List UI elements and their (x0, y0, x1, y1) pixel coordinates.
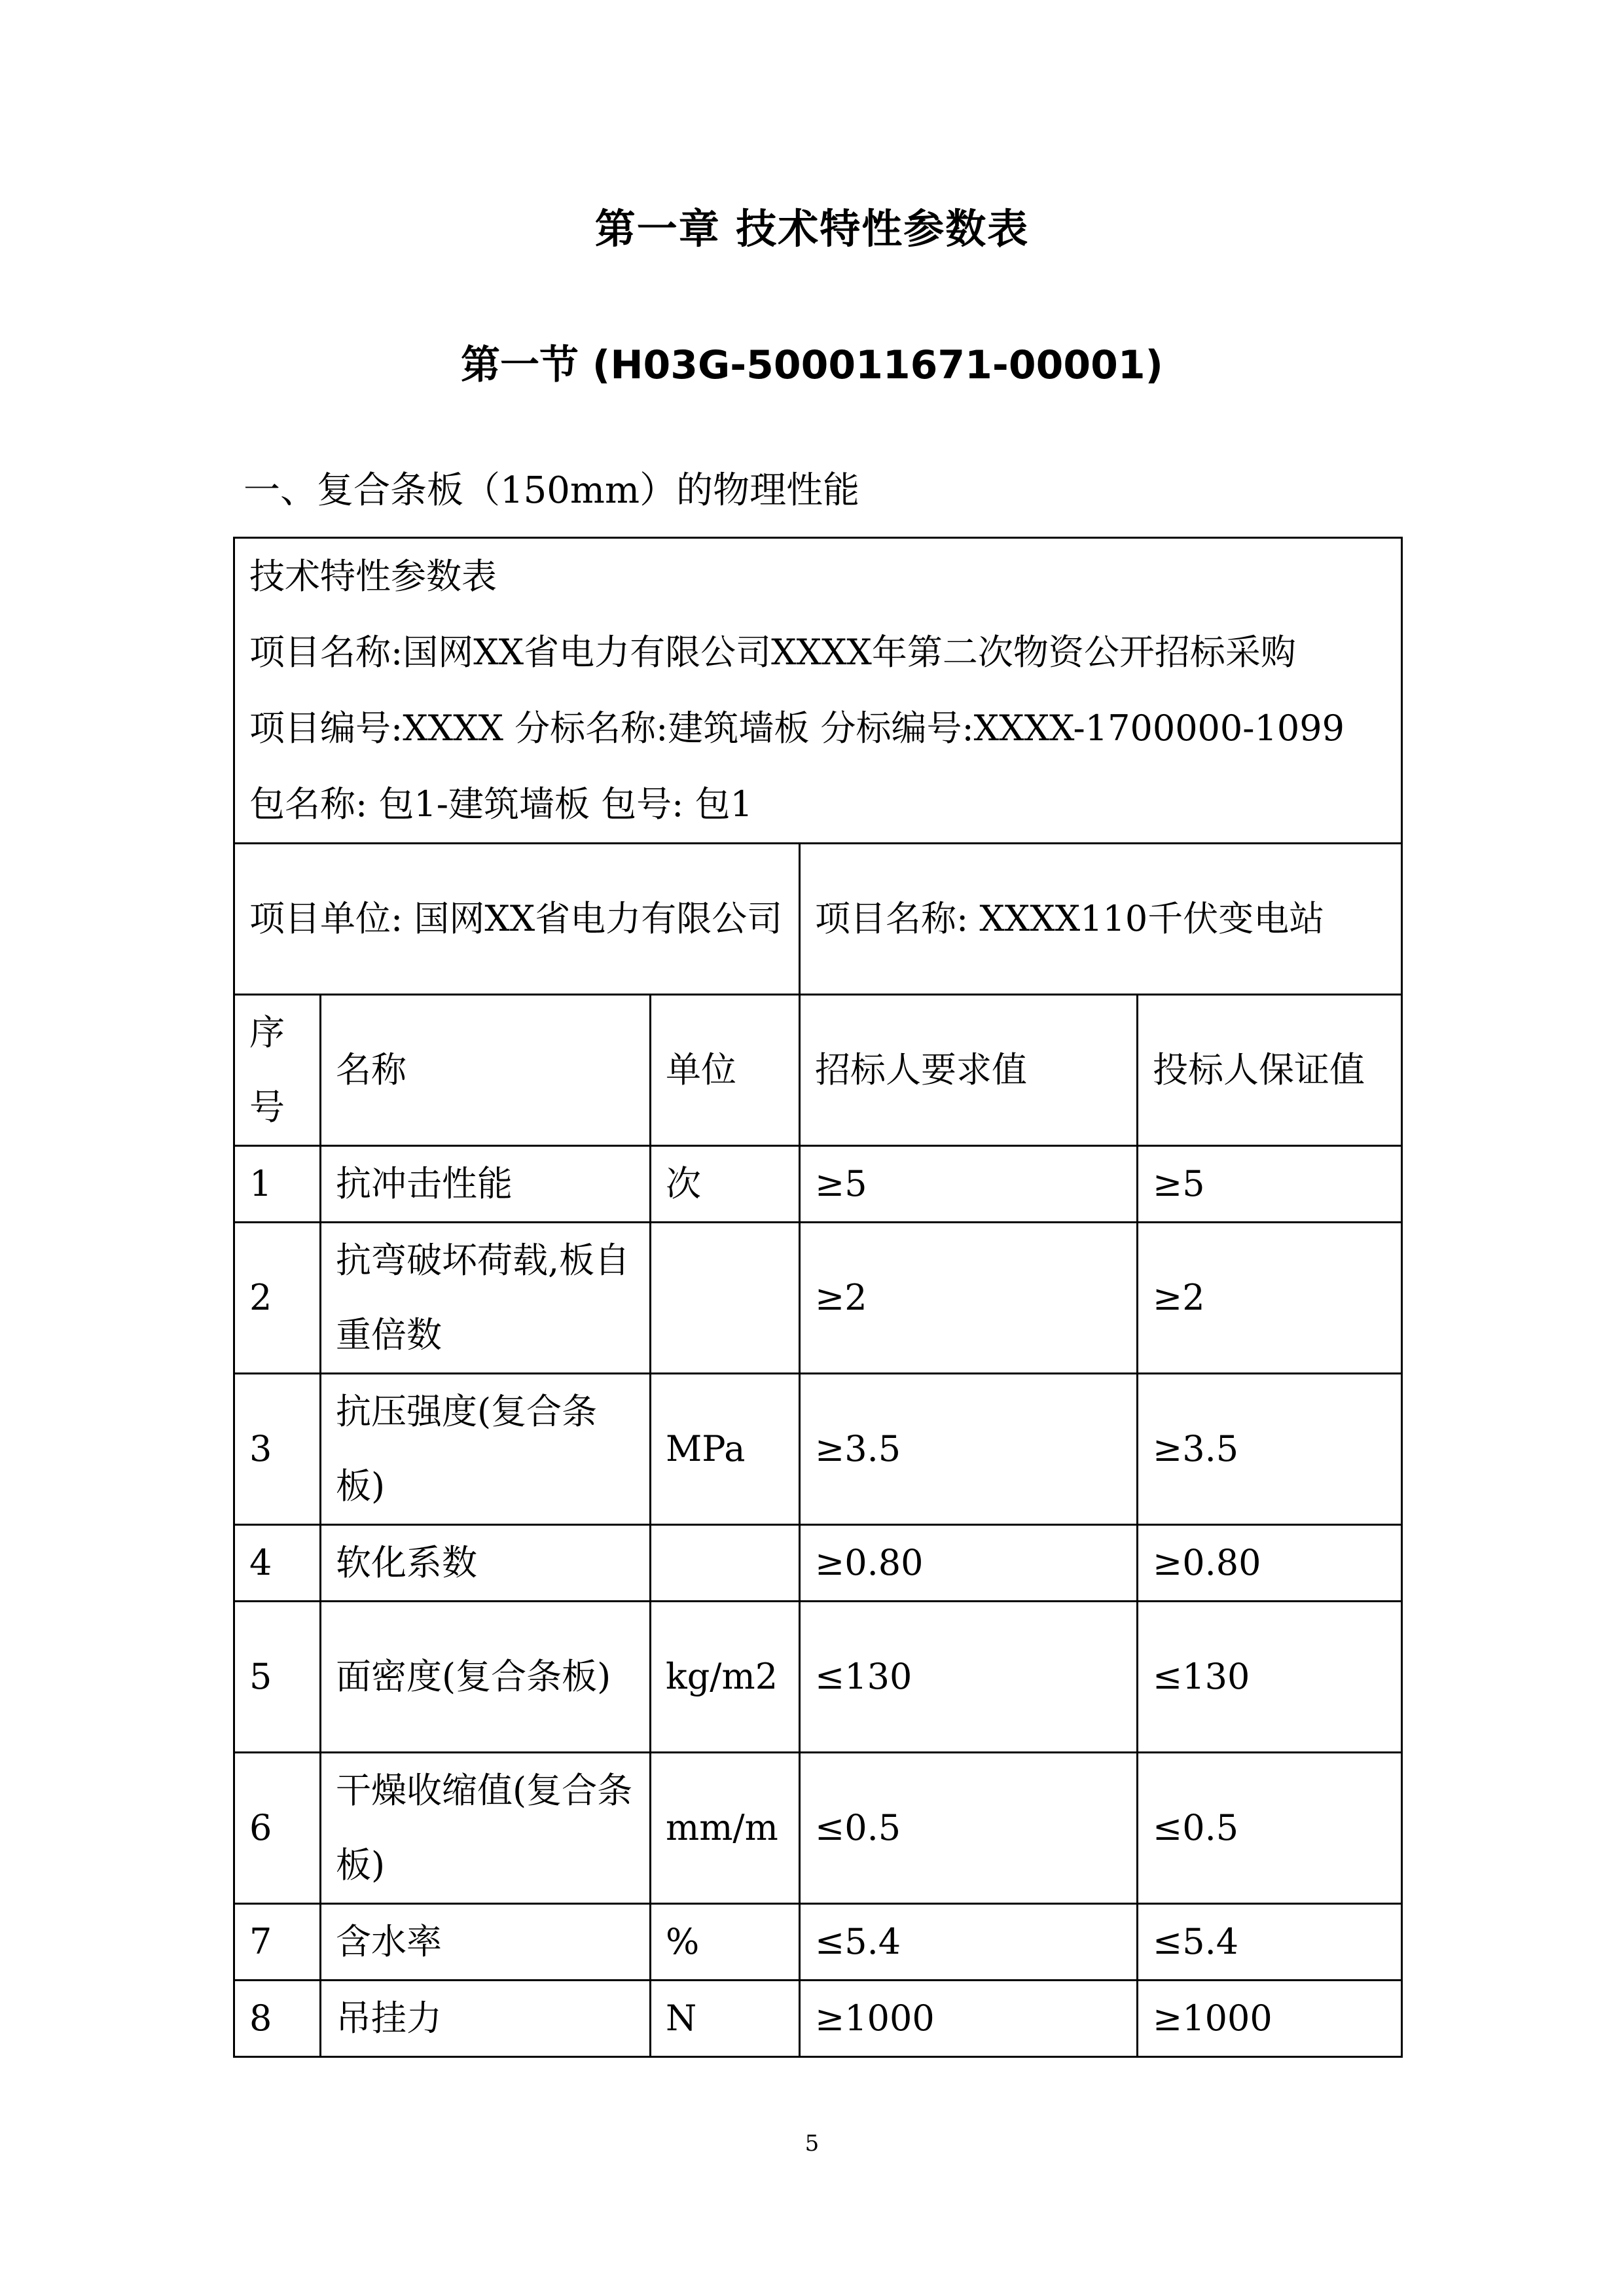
column-header-row (234, 995, 1402, 1146)
cell-unit: 次 (651, 1146, 800, 1223)
section-title: 第一节 (H03G-500011671-00001) (461, 342, 1163, 388)
cell-required: ≤130 (800, 1602, 1138, 1753)
cell-seq: 1 (234, 1146, 321, 1223)
cell-name: 抗冲击性能 (321, 1146, 651, 1223)
cell-unit: kg/m2 (651, 1602, 800, 1753)
table-row (234, 1753, 1402, 1904)
cell-required: ≤5.4 (800, 1904, 1138, 1981)
cell-unit (651, 1223, 800, 1374)
table-row (234, 1525, 1402, 1602)
cell-unit: N (651, 1981, 800, 2057)
cell-seq: 8 (234, 1981, 321, 2057)
table-row (234, 1223, 1402, 1374)
cell-unit: MPa (651, 1374, 800, 1525)
cell-name: 面密度(复合条板) (321, 1602, 651, 1753)
page-number: 5 (804, 2130, 820, 2157)
cell-guaranteed: ≥5 (1138, 1146, 1402, 1223)
cell-seq: 5 (234, 1602, 321, 1753)
cell-name: 抗弯破坏荷载,板自重倍数 (321, 1223, 651, 1374)
cell-name: 抗压强度(复合条板) (321, 1374, 651, 1525)
cell-guaranteed: ≤130 (1138, 1602, 1402, 1753)
column-header-unit: 单位 (651, 995, 800, 1146)
header-line: 项目名称:国网XX省电力有限公司XXXX年第二次物资公开招标采购 (249, 632, 1296, 673)
cell-guaranteed: ≤0.5 (1138, 1753, 1402, 1904)
cell-unit: mm/m (651, 1753, 800, 1904)
header-line: 包名称: 包1-建筑墙板 包号: 包1 (249, 783, 753, 825)
table-header-block (234, 538, 1402, 844)
cell-seq: 2 (234, 1223, 321, 1374)
cell-required: ≥1000 (800, 1981, 1138, 2057)
column-header-required: 招标人要求值 (800, 995, 1138, 1146)
table-header-row (234, 538, 1402, 844)
column-header-seq: 序号 (234, 995, 321, 1146)
cell-required: ≥0.80 (800, 1525, 1138, 1602)
sub-heading: 一、复合条板（150mm）的物理性能 (244, 469, 860, 512)
spec-table (233, 537, 1403, 2058)
table-row (234, 1981, 1402, 2057)
header-line: 技术特性参数表 (249, 556, 497, 597)
column-header-name: 名称 (321, 995, 651, 1146)
cell-guaranteed: ≥3.5 (1138, 1374, 1402, 1525)
cell-name: 软化系数 (321, 1525, 651, 1602)
cell-unit (651, 1525, 800, 1602)
table-row (234, 1374, 1402, 1525)
column-header-guaranteed: 投标人保证值 (1138, 995, 1402, 1146)
project-name-cell: 项目名称: XXXX110千伏变电站 (800, 844, 1402, 995)
cell-seq: 4 (234, 1525, 321, 1602)
cell-required: ≥3.5 (800, 1374, 1138, 1525)
cell-guaranteed: ≥0.80 (1138, 1525, 1402, 1602)
cell-guaranteed: ≤5.4 (1138, 1904, 1402, 1981)
project-info-row (234, 844, 1402, 995)
cell-unit: % (651, 1904, 800, 1981)
cell-name: 吊挂力 (321, 1981, 651, 2057)
cell-required: ≥2 (800, 1223, 1138, 1374)
cell-name: 含水率 (321, 1904, 651, 1981)
cell-seq: 3 (234, 1374, 321, 1525)
cell-name: 干燥收缩值(复合条板) (321, 1753, 651, 1904)
table-row (234, 1904, 1402, 1981)
cell-guaranteed: ≥2 (1138, 1223, 1402, 1374)
header-line: 项目编号:XXXX 分标名称:建筑墙板 分标编号:XXXX-1700000-1099 (249, 708, 1344, 749)
cell-seq: 7 (234, 1904, 321, 1981)
chapter-title: 第一章 技术特性参数表 (594, 205, 1030, 253)
cell-seq: 6 (234, 1753, 321, 1904)
table-row (234, 1602, 1402, 1753)
project-unit-cell: 项目单位: 国网XX省电力有限公司 (234, 844, 800, 995)
cell-guaranteed: ≥1000 (1138, 1981, 1402, 2057)
table-row (234, 1146, 1402, 1223)
cell-required: ≥5 (800, 1146, 1138, 1223)
cell-required: ≤0.5 (800, 1753, 1138, 1904)
